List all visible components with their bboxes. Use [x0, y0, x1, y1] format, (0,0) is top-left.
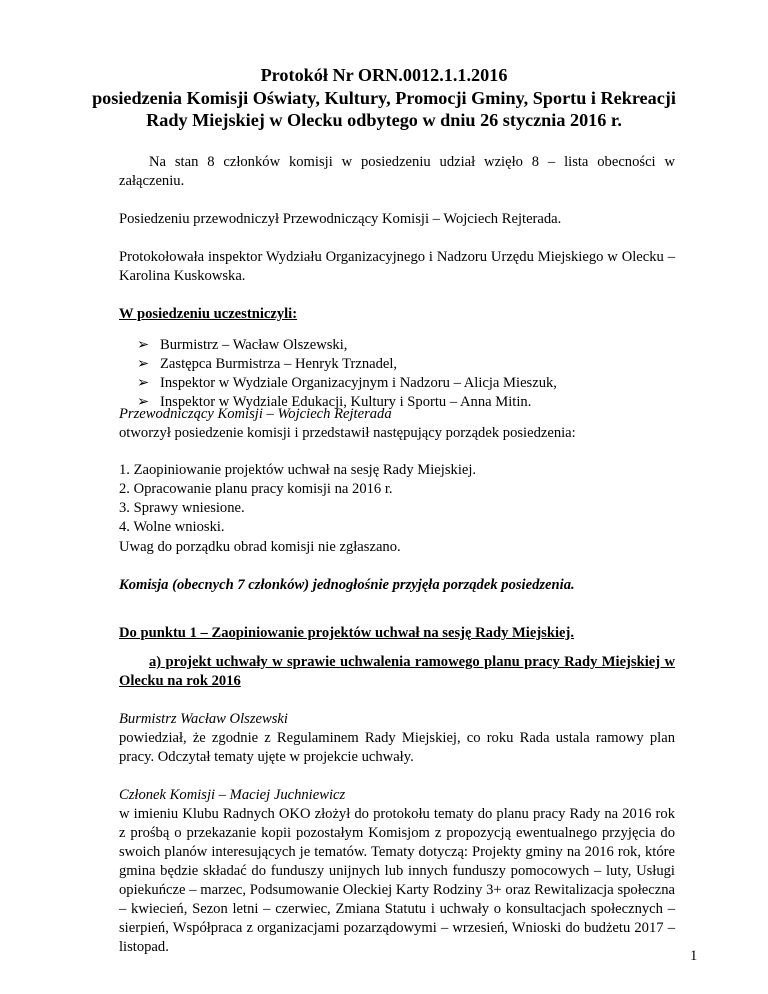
opening-speaker: Przewodniczący Komisji – Wojciech Rejterada [119, 406, 392, 422]
document-title [60, 64, 708, 132]
arrow-bullet-icon: ➢ [137, 356, 150, 372]
list-item: 2. Opracowanie planu pracy komisji na 2016 r. [119, 481, 393, 497]
arrow-bullet-icon: ➢ [137, 394, 150, 410]
opening-text: otworzył posiedzenie komisji i przedstawił następujący porządek posiedzenia: [119, 425, 576, 441]
list-item: 4. Wolne wnioski. [119, 519, 225, 535]
adopted-paragraph: Komisja (obecnych 7 członków) jednogłośnie przyjęła porządek posiedzenia. [119, 577, 575, 593]
agenda-list [119, 461, 675, 537]
chair-paragraph: Posiedzeniu przewodniczył Przewodniczący Komisji – Wojciech Rejterada. [119, 211, 562, 227]
member-speaker: Członek Komisji – Maciej Juchniewicz [119, 787, 346, 803]
mayor-text: powiedział, że zgodnie z Regulaminem Rady Miejskiej, co roku Rada ustala ramowy plan pracy. Odczytał tematy ujęte w projekcie uchwały. [119, 730, 675, 765]
attendance-paragraph: Na stan 8 członków komisji w posiedzeniu udział wzięło 8 – lista obecności w załączeniu. [119, 154, 675, 189]
list-item: 3. Sprawy wniesione. [119, 500, 245, 516]
list-item: 1. Zaopiniowanie projektów uchwał na sesję Rady Miejskiej. [119, 462, 477, 478]
list-item: ➢ Inspektor w Wydziale Organizacyjnym i Nadzoru – Alicja Mieszuk, [137, 375, 557, 391]
participants-list [137, 336, 675, 412]
no-remarks-paragraph: Uwag do porządku obrad komisji nie zgłaszano. [119, 539, 401, 555]
member-text: w imieniu Klubu Radnych OKO złożył do protokołu tematy do planu pracy Rady na 2016 rok z prośbą o przekazanie kopii pozostałym Komisjom z propozycją ewentualnego przyjęcia do swoich planów interesujących je tematów. Tematy dotyczą: Projekty gminy na 2016 rok, które gmina będzie składać do funduszy unijnych lub innych funduszy pomocowych – luty, Usługi opiekuńcze – marzec, Podsumowanie Oleckiej Karty Rodziny 3+ oraz Rewitalizacja społeczna – kwiecień, Sezon letni – czerwiec, Zmiana Statutu i uchwały o konsultacjach społecznych – sierpień, Współpraca z organizacjami pozarządowymi – wrzesień, Wnioski do budżetu 2017 – listopad. [119, 806, 675, 955]
title-line-2: posiedzenia Komisji Oświaty, Kultury, Promocji Gminy, Sportu i Rekreacji [92, 87, 676, 108]
point1a-heading: a) projekt uchwały w sprawie uchwalenia ramowego planu pracy Rady Miejskiej w Olecku na rok 2016 [119, 654, 675, 689]
minutes-taker-paragraph: Protokołowała inspektor Wydziału Organizacyjnego i Nadzoru Urzędu Miejskiego w Olecku – Karolina Kuskowska. [119, 249, 675, 284]
title-line-3: Rady Miejskiej w Olecku odbytego w dniu 26 stycznia 2016 r. [146, 110, 622, 130]
list-item: ➢ Burmistrz – Wacław Olszewski, [137, 337, 348, 353]
arrow-bullet-icon: ➢ [137, 337, 150, 353]
list-item: ➢ Zastępca Burmistrza – Henryk Trznadel, [137, 356, 398, 372]
title-line-1: Protokół Nr ORN.0012.1.1.2016 [260, 65, 508, 85]
list-item: ➢ Inspektor w Wydziale Edukacji, Kultury i Sportu – Anna Mitin. [137, 394, 532, 410]
point1-heading: Do punktu 1 – Zaopiniowanie projektów uchwał na sesję Rady Miejskiej. [119, 625, 575, 641]
member-paragraph [119, 786, 675, 957]
opening-paragraph [119, 405, 675, 443]
participants-heading: W posiedzeniu uczestniczyli: [119, 306, 298, 322]
page-number: 1 [690, 948, 698, 964]
mayor-paragraph [119, 710, 675, 767]
arrow-bullet-icon: ➢ [137, 375, 150, 391]
mayor-speaker: Burmistrz Wacław Olszewski [119, 711, 288, 727]
